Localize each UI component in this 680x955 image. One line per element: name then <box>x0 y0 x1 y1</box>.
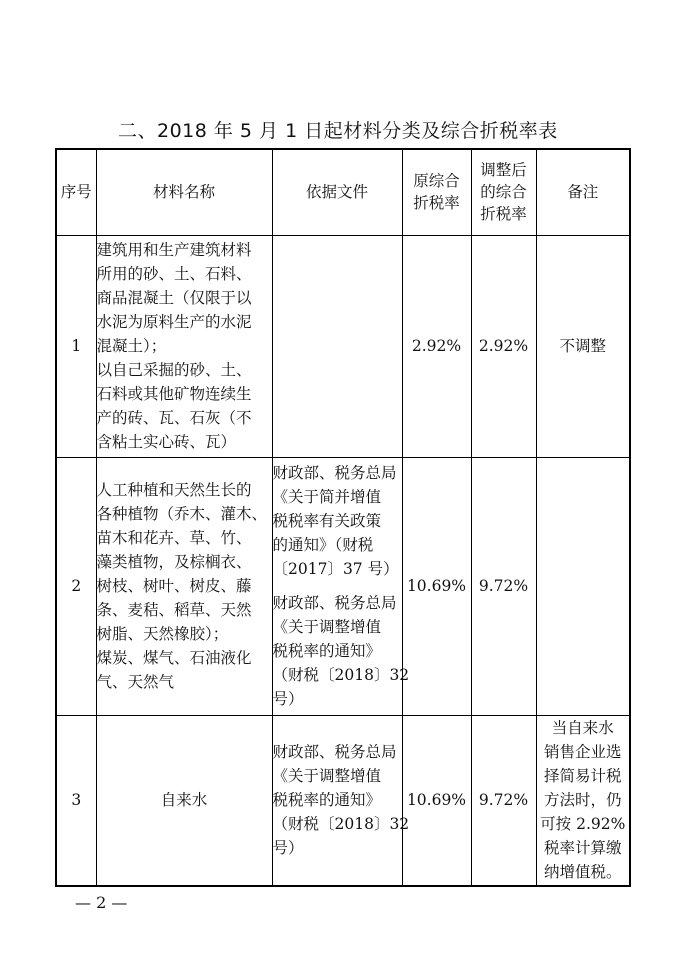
material-name-line: 树脂、天然橡胶）； <box>96 625 229 643</box>
table-row <box>56 457 630 715</box>
basis-document-line: 〔2017〕37 号） <box>272 560 399 578</box>
original-rate-cell: 10.69% <box>402 457 471 715</box>
header-original-rate-line: 原综合 <box>413 172 460 191</box>
row-number: 1 <box>56 235 96 457</box>
basis-document-line: （财税〔2018〕32 <box>272 815 410 834</box>
header-adjusted-rate-line: 调整后 <box>480 161 527 180</box>
header-material-name: 材料名称 <box>96 149 272 235</box>
basis-document-line: 的通知》（财税 <box>272 536 374 554</box>
note-line: 纳增值税。 <box>543 863 622 882</box>
material-name-line: 以自己采掘的砂、土、 <box>96 361 252 379</box>
note-line: 不调整 <box>559 337 606 355</box>
material-name-line: 条、麦秸、稻草、天然 <box>96 601 252 619</box>
table-row <box>56 715 630 886</box>
material-name-line: 所用的砂、土、石料、 <box>96 265 252 283</box>
original-rate-cell: 10.69% <box>402 715 471 886</box>
material-tax-rate-table <box>55 148 631 887</box>
original-rate-cell: 2.92% <box>402 235 471 457</box>
note-line: 择简易计税 <box>543 767 622 786</box>
basis-document-cell <box>272 457 410 715</box>
material-name-cell <box>96 715 272 886</box>
row-number: 2 <box>56 457 96 715</box>
note-line: 税率计算缴 <box>543 839 622 858</box>
basis-document-line: 税税率的通知》 <box>272 791 382 810</box>
basis-document-line: 税税率的通知》 <box>272 642 382 660</box>
material-name-cell <box>96 235 272 457</box>
basis-document-line: 《关于简并增值 <box>272 488 382 506</box>
basis-document-line: 财政部、税务总局 <box>272 594 397 612</box>
basis-document-line: 《关于调整增值 <box>272 767 382 786</box>
note-line: 销售企业选 <box>543 743 622 762</box>
header-original-rate-line: 折税率 <box>413 194 460 213</box>
note-cell <box>536 715 630 886</box>
material-name-line: 藻类植物，及棕榈衣、 <box>96 553 252 571</box>
header-adjusted-rate <box>471 149 536 235</box>
adjusted-rate-cell: 2.92% <box>471 235 536 457</box>
material-name-line: 混凝土）； <box>96 337 167 355</box>
material-name-line: 苗木和花卉、草、竹、 <box>96 529 252 547</box>
material-name-line: 各种植物（乔木、灌木、 <box>96 505 268 523</box>
header-no: 序号 <box>56 149 96 235</box>
note-cell <box>536 235 630 457</box>
material-name-line: 煤炭、煤气、石油液化 <box>96 649 252 667</box>
material-name-line: 自来水 <box>160 791 208 810</box>
page-number: — 2 — <box>75 893 128 912</box>
header-basis-document: 依据文件 <box>272 149 402 235</box>
note-line: 当自来水 <box>551 719 614 738</box>
header-original-rate <box>402 149 471 235</box>
header-note: 备注 <box>536 149 630 235</box>
material-name-line: 水泥为原料生产的水泥 <box>96 313 252 331</box>
table-row <box>56 235 630 457</box>
basis-document-line: 税税率有关政策 <box>272 512 382 530</box>
note-line: 方法时，仍 <box>543 791 622 810</box>
page-title: 二、2018 年 5 月 1 日起材料分类及综合折税率表 <box>118 120 558 142</box>
note-line: 可按 2.92% <box>540 815 626 834</box>
header-adjusted-rate-line: 的综合 <box>480 183 527 202</box>
adjusted-rate-cell: 9.72% <box>471 457 536 715</box>
row-number: 3 <box>56 715 96 886</box>
basis-document-line: 财政部、税务总局 <box>272 464 397 482</box>
material-name-line: 商品混凝土（仅限于以 <box>96 289 252 307</box>
material-name-line: 产的砖、瓦、石灰（不 <box>96 409 252 427</box>
material-name-cell <box>96 457 272 715</box>
header-adjusted-rate-line: 折税率 <box>480 205 527 224</box>
material-name-line: 气、天然气 <box>96 673 175 691</box>
material-name-line: 树枝、树叶、树皮、藤 <box>96 577 252 595</box>
basis-document-line: （财税〔2018〕32 <box>272 666 410 684</box>
material-name-line: 石料或其他矿物连续生 <box>96 385 252 403</box>
material-name-line: 含粘土实心砖、瓦） <box>96 433 237 451</box>
basis-document-line: 号） <box>272 690 304 708</box>
note-cell <box>536 457 630 715</box>
table-header-row <box>56 149 630 235</box>
basis-document-spacer <box>273 581 402 591</box>
adjusted-rate-cell: 9.72% <box>471 715 536 886</box>
basis-document-line: 财政部、税务总局 <box>272 743 397 762</box>
basis-document-cell <box>272 715 410 886</box>
basis-document-cell <box>272 235 402 457</box>
material-name-line: 人工种植和天然生长的 <box>96 481 252 499</box>
material-name-line: 建筑用和生产建筑材料 <box>96 241 252 259</box>
basis-document-line: 《关于调整增值 <box>272 618 382 636</box>
basis-document-line: 号） <box>272 839 304 858</box>
